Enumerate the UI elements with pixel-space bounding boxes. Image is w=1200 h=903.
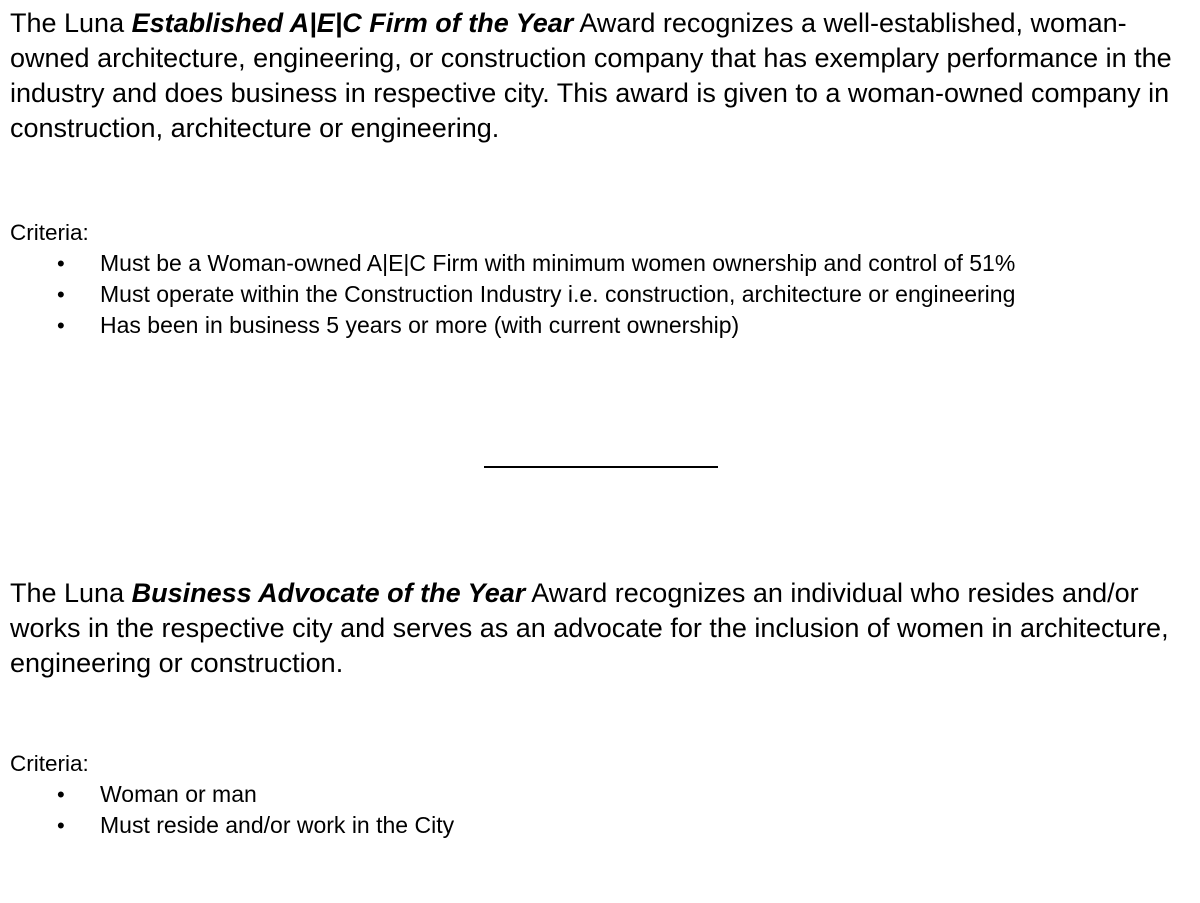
award-intro-body: Award recognizes an individual who resides and/or works in the respective city and serves as an advocate for the inclusion of women in architecture, engineering or construction. — [10, 578, 1169, 678]
bullet-icon: • — [57, 282, 65, 307]
award-established-firm-criteria — [10, 217, 1195, 341]
award-intro-prefix: The Luna — [10, 578, 132, 608]
list-item — [10, 310, 1195, 341]
list-item — [10, 279, 1195, 310]
criteria-item-text: Has been in business 5 years or more (with current ownership) — [100, 312, 740, 338]
bullet-icon: • — [57, 251, 65, 276]
section-divider — [484, 466, 718, 468]
criteria-heading: Criteria: — [10, 220, 89, 245]
criteria-item-text: Must operate within the Construction Industry i.e. construction, architecture or engineering — [100, 281, 1016, 307]
award-business-advocate-criteria — [10, 748, 1195, 841]
list-item — [10, 779, 1195, 810]
criteria-item-text: Must be a Woman-owned A|E|C Firm with minimum women ownership and control of 51% — [100, 250, 1016, 276]
bullet-icon: • — [57, 313, 65, 338]
criteria-list — [10, 779, 1195, 841]
criteria-list — [10, 248, 1195, 341]
criteria-item-text: Must reside and/or work in the City — [100, 812, 455, 838]
criteria-heading: Criteria: — [10, 751, 89, 776]
award-title-established-firm: Established A|E|C Firm of the Year — [131, 8, 574, 38]
award-intro-prefix: The Luna — [10, 8, 132, 38]
award-business-advocate-description — [10, 576, 1195, 681]
bullet-icon: • — [57, 782, 65, 807]
award-title-business-advocate: Business Advocate of the Year — [131, 578, 526, 608]
criteria-item-text: Woman or man — [100, 781, 257, 807]
award-intro-body: Award recognizes a well-established, woman-owned architecture, engineering, or construction company that has exemplary performance in the industry and does business in respective city. This award is given to a woman-owned company in construction, architecture or engineering. — [10, 8, 1172, 143]
bullet-icon: • — [57, 813, 65, 838]
award-business-advocate-section — [10, 576, 1195, 681]
award-established-firm-description — [10, 6, 1195, 146]
list-item — [10, 810, 1195, 841]
list-item — [10, 248, 1195, 279]
award-established-firm-section — [10, 6, 1195, 146]
